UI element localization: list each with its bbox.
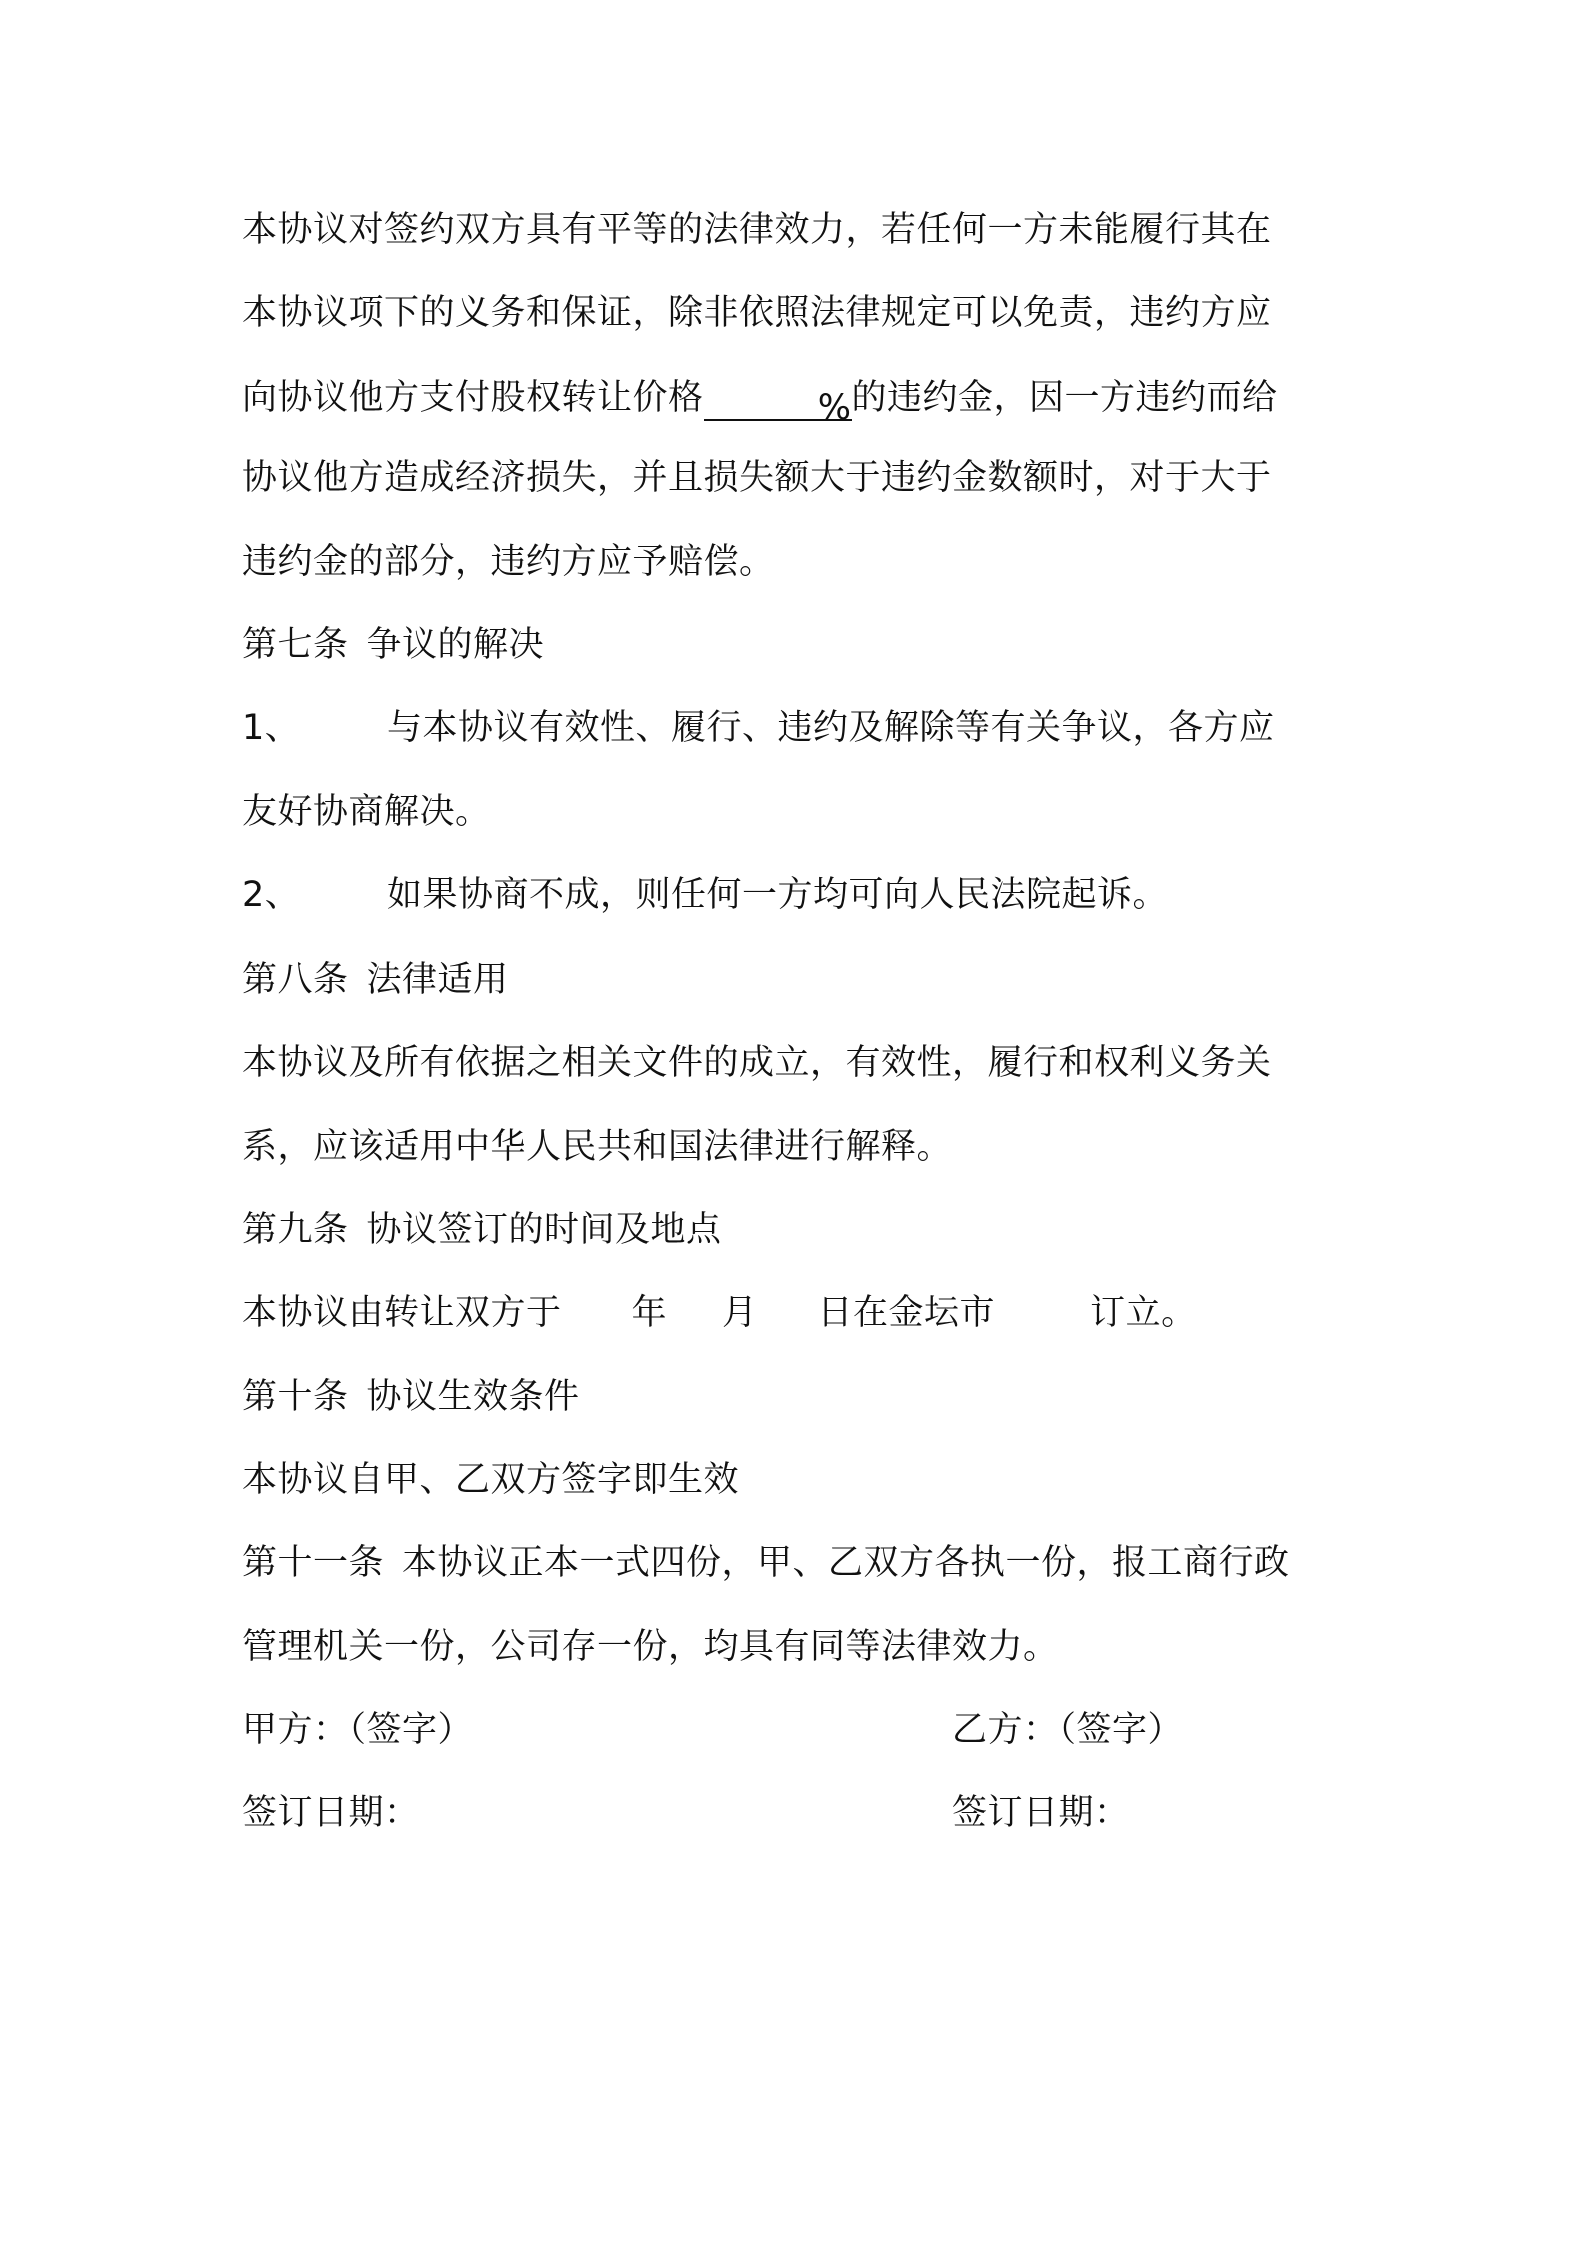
article7-item1-cont: 友好协商解决。 xyxy=(242,792,491,832)
article9-number: 第九条 xyxy=(242,1210,349,1250)
article10-number: 第十条 xyxy=(242,1377,349,1417)
breach-line-4: 协议他方造成经济损失，并且损失额大于违约金数额时，对于大于 xyxy=(242,458,1272,498)
article11-text: 本协议正本一式四份，甲、乙双方各执一份，报工商行政 xyxy=(402,1543,1290,1583)
article8-line-2: 系，应该适用中华人民共和国法律进行解释。 xyxy=(242,1127,953,1167)
article8-title: 法律适用 xyxy=(366,960,509,1000)
article9-heading xyxy=(242,1205,722,1255)
article9-start: 本协议由转让双方于 xyxy=(242,1293,562,1333)
article9-title: 协议签订的时间及地点 xyxy=(366,1210,722,1250)
party-b-signature: 乙方：（签字） xyxy=(952,1710,1184,1750)
article7-item1-number: 1、 xyxy=(242,708,301,748)
article10-heading xyxy=(242,1372,580,1422)
article8-number: 第八条 xyxy=(242,960,349,1000)
article11-number: 第十一条 xyxy=(242,1543,385,1583)
article10-text: 本协议自甲、乙双方签字即生效 xyxy=(242,1460,740,1500)
breach-line-3-end: 的违约金，因一方违约而给 xyxy=(851,378,1278,418)
article8-line-1: 本协议及所有依据之相关文件的成立，有效性，履行和权利义务关 xyxy=(242,1043,1272,1083)
party-b-date: 签订日期： xyxy=(952,1793,1130,1833)
article9-month: 月 xyxy=(722,1293,758,1333)
article10-title: 协议生效条件 xyxy=(366,1377,580,1417)
article7-heading xyxy=(242,620,544,670)
breach-line-2: 本协议项下的义务和保证，除非依照法律规定可以免责，违约方应 xyxy=(242,293,1272,333)
breach-line-1: 本协议对签约双方具有平等的法律效力，若任何一方未能履行其在 xyxy=(242,210,1272,250)
article8-heading xyxy=(242,955,509,1005)
article9-end: 订立。 xyxy=(1090,1293,1197,1333)
party-a-signature: 甲方：（签字） xyxy=(242,1710,474,1750)
breach-line-3 xyxy=(242,373,1278,428)
article9-day-place: 日在金坛市 xyxy=(817,1293,996,1333)
article9-year: 年 xyxy=(631,1293,668,1333)
article7-item1 xyxy=(242,703,1275,753)
article11-line-1 xyxy=(242,1538,1290,1588)
party-a-date: 签订日期： xyxy=(242,1793,420,1833)
breach-line-5: 违约金的部分，违约方应予赔偿。 xyxy=(242,542,775,582)
breach-line-3-start: 向协议他方支付股权转让价格 xyxy=(242,378,704,418)
percent-blank: % xyxy=(704,383,852,421)
article7-number: 第七条 xyxy=(242,625,349,665)
article9-text xyxy=(242,1288,1197,1338)
article7-item2-text: 如果协商不成，则任何一方均可向人民法院起诉。 xyxy=(387,875,1169,915)
article7-item2 xyxy=(242,870,1168,920)
article7-title: 争议的解决 xyxy=(366,625,545,665)
article11-line-2: 管理机关一份，公司存一份，均具有同等法律效力。 xyxy=(242,1627,1059,1667)
article7-item2-number: 2、 xyxy=(242,875,301,915)
article7-item1-text: 与本协议有效性、履行、违约及解除等有关争议，各方应 xyxy=(387,708,1275,748)
